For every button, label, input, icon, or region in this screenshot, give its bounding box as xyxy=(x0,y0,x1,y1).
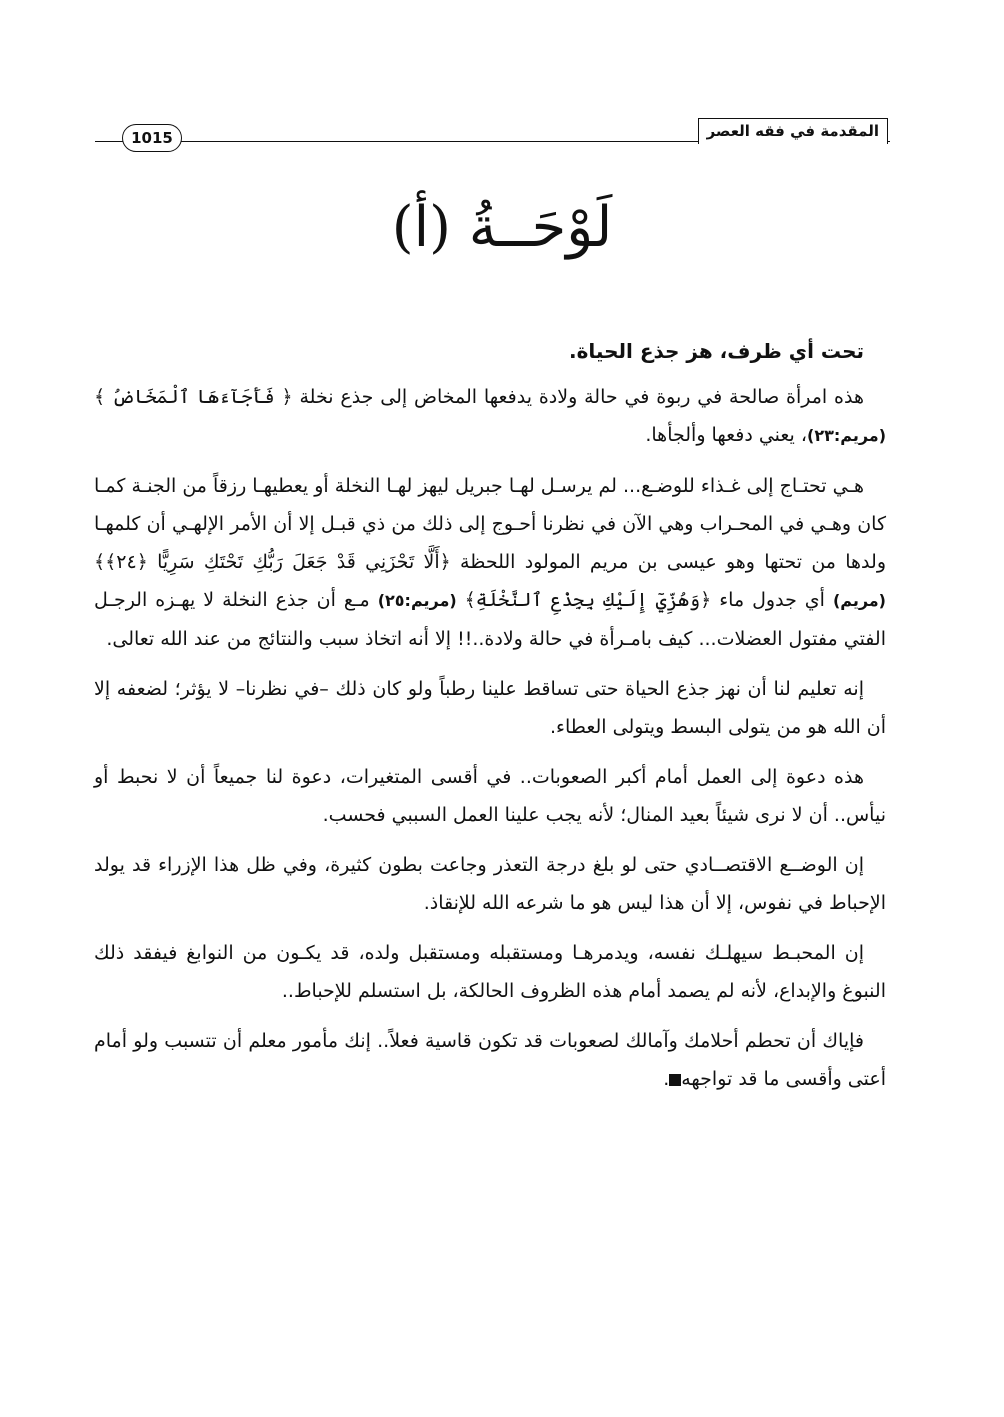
page-number: 1015 xyxy=(122,124,182,152)
quran-verse: ﴿أَلَّا تَحْزَنِي قَدْ جَعَلَ رَبُّكِ تَحْتَكِ سَرِيًّا ﴿٢٤﴾﴾ xyxy=(94,551,451,573)
paragraph-7: فإياك أن تحطم أحلامك وآمالك لصعوبات قد تكون قاسية فعلاً.. إنك مأمور معلم أن تتسبب ولو أمام أعتى وأقسى ما قد تواجهه. xyxy=(94,1030,886,1090)
page-title: لَوْحَــةُ (أ) xyxy=(391,195,613,260)
running-header-title: المقدمة في فقه العصر xyxy=(698,118,888,144)
paragraph-text: فإياك أن تحطم أحلامك وآمالك لصعوبات قد تكون قاسية فعلاً.. إنك مأمور معلم أن تتسبب ولو أمام أعتى وأقسى ما قد تواجهه xyxy=(94,1030,886,1090)
verse-reference: (مريم:٢٣) xyxy=(807,426,886,445)
paragraph-4: هذه دعوة إلى العمل أمام أكبر الصعوبات.. في أقسى المتغيرات، دعوة لنا جميعاً أن لا نحبط أو نيأس.. أن لا نرى شيئاً بعيد المنال؛ لأنه يجب علينا العمل السببي فحسب. xyxy=(94,766,886,826)
paragraph-text: ، يعني دفعها وألجأها. xyxy=(645,424,808,446)
paragraph-5: إن الوضــع الاقتصــادي حتى لو بلغ درجة التعذر وجاعت بطون كثيرة، وفي ظل هذا الإزراء قد يولد الإحباط في نفوس، إلا أن هذا ليس هو ما شرعه الله للإنقاذ. xyxy=(94,854,886,914)
paragraph-6: إن المحبـط سيهلـك نفسه، ويدمرهـا ومستقبله ومستقبل ولده، قد يكـون من النوابغ فيفقد ذلك النبوغ والإبداع، لأنه لم يصمد أمام هذه الظروف الحالكة، بل استسلم للإحباط.. xyxy=(94,942,886,1002)
paragraph-text: أي جدول ماء xyxy=(719,589,825,611)
paragraph-1 xyxy=(94,378,886,455)
paragraph-3: إنه تعليم لنا أن نهز جذع الحياة حتى تساقط علينا رطباً ولو كان ذلك –في نظرنا– لا يؤثر؛ لضعفه إلا أن الله هو من يتولى البسط ويتولى العطاء. xyxy=(94,678,886,738)
article-body xyxy=(94,332,886,1110)
verse-reference: (مريم) xyxy=(832,591,886,610)
paragraph-text: هذه امرأة صالحة في ربوة في حالة ولادة يدفعها المخاض إلى جذع نخلة xyxy=(299,386,864,408)
quran-verse: ﴿وَهُزِّيٓ إِلَيْكِ بِجِذْعِ ٱلنَّخْلَةِ﴾ xyxy=(464,589,712,611)
paragraph-text: مـع أن جذع النخلة لا يهـزه الرجـل الفتي مفتول العضلات... كيف بامـرأة في حالة ولادة..!! إلا أنه اتخاذ سبب والنتائج من عند الله تعالى. xyxy=(94,589,886,650)
quran-verse: ﴿ فَأَجَآءَهَا ٱلْمَخَاضُ ﴾ xyxy=(94,386,293,408)
paragraph-2 xyxy=(94,467,886,658)
paragraph-text: هـي تحتـاج إلى غـذاء للوضـع... لم يرسـل لهـا جبريل ليهز لهـا النخلة أو يعطيهـا رزقاً من الجنـة كمـا كان وهـي في المحـراب وهي الآن في نظرنا أحـوج إلى ذلك من ذي قبـل إلا أن الأمر الإلهـي أن كلمهـا ولدها من تحتها وهو عيسى بن مريم المولود اللحظة xyxy=(94,475,886,573)
end-mark-icon xyxy=(669,1074,681,1086)
subheading: تحت أي ظرف، هز جذع الحياة. xyxy=(569,339,864,363)
verse-reference: (مريم:٢٥) xyxy=(377,591,457,610)
